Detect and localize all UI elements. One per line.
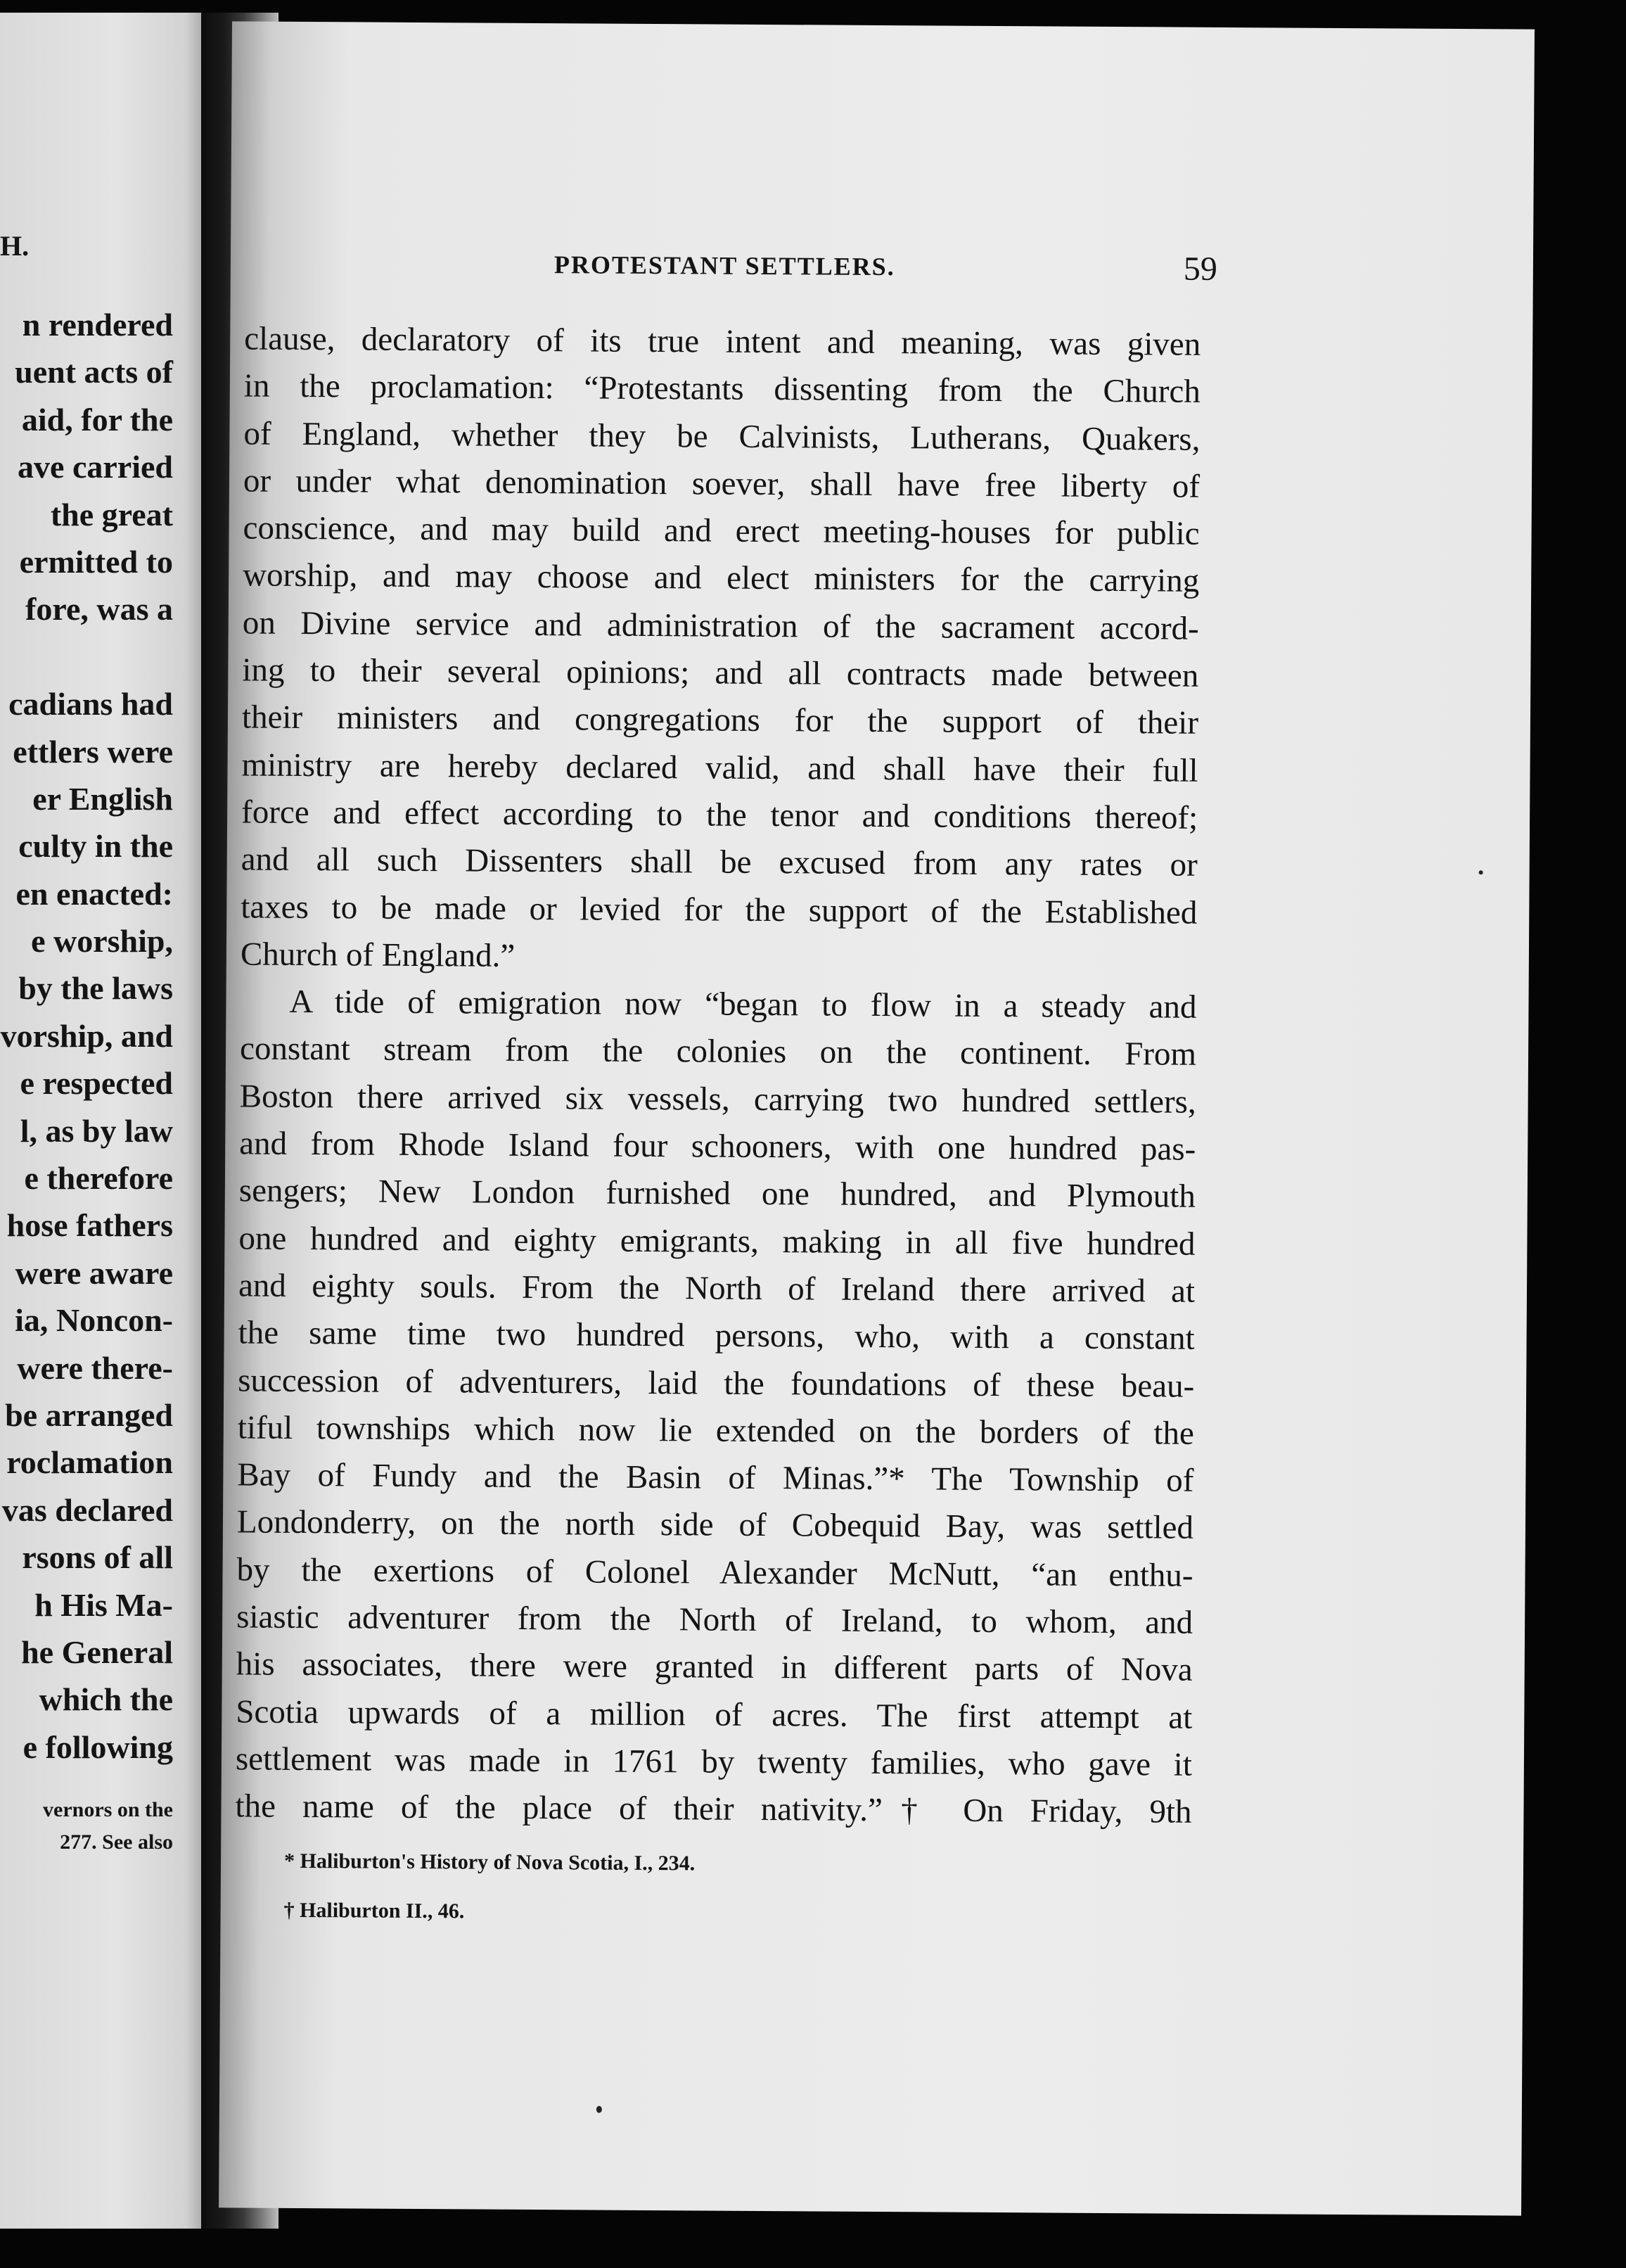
ink-speck bbox=[596, 2106, 602, 2113]
text-line: settlement was made in 1761 by twenty families, who gave it bbox=[235, 1740, 1193, 1783]
text-line: one hundred and eighty emigrants, making in all five hundred bbox=[238, 1220, 1196, 1263]
footnote-haliburton-history: * Haliburton's History of Nova Scotia, I., 234. bbox=[283, 1849, 696, 1875]
text-line: Bay of Fundy and the Basin of Minas.”* The Township of bbox=[237, 1456, 1194, 1499]
text-line: and eighty souls. From the North of Ireland there arrived at bbox=[238, 1267, 1196, 1310]
text-line: by the laws bbox=[18, 970, 173, 1007]
text-line: by the exertions of Colonel Alexander McNutt, “an enthu- bbox=[236, 1551, 1193, 1594]
text-line: fore, was a bbox=[25, 591, 173, 627]
paragraph-first-line: A tide of emigration now “began to flow in a steady and bbox=[289, 983, 1197, 1026]
text-line: ministry are hereby declared valid, and shall have their full bbox=[241, 746, 1198, 789]
text-line: succession of adventurers, laid the foundations of these beau- bbox=[238, 1361, 1195, 1405]
page-body-text bbox=[235, 315, 1201, 1836]
previous-page-footnotes bbox=[43, 1794, 173, 1859]
text-line: on Divine service and administration of the sacrament accord- bbox=[242, 604, 1199, 647]
text-line: l, as by law bbox=[20, 1112, 173, 1149]
text-line: of England, whether they be Calvinists, Lutherans, Quakers, bbox=[243, 415, 1201, 458]
text-line: siastic adventurer from the North of Ireland, to whom, and bbox=[236, 1598, 1193, 1641]
text-line: or under what denomination soever, shall have free liberty of bbox=[243, 462, 1201, 505]
previous-page-text bbox=[0, 301, 173, 1771]
running-head: PROTESTANT SETTLERS. bbox=[553, 250, 895, 281]
text-line: constant stream from the colonies on the continent. From bbox=[239, 1030, 1197, 1074]
text-line: vas declared bbox=[1, 1491, 173, 1528]
text-line: n rendered bbox=[22, 307, 173, 343]
text-line: e therefore bbox=[24, 1160, 173, 1197]
text-line: uent acts of bbox=[15, 354, 173, 390]
text-line: cadians had bbox=[8, 686, 173, 722]
text-line: the same time two hundred persons, who, with a constant bbox=[238, 1314, 1195, 1357]
text-line: conscience, and may build and erect meeting-houses for public bbox=[243, 509, 1200, 552]
text-line: aid, for the bbox=[21, 401, 173, 438]
previous-page bbox=[0, 13, 211, 2229]
text-line: e following bbox=[23, 1728, 173, 1765]
ink-speck bbox=[1479, 870, 1483, 874]
text-line: en enacted: bbox=[15, 875, 173, 912]
text-line: and from Rhode Island four schooners, with one hundred pas- bbox=[239, 1125, 1196, 1168]
text-line: Boston there arrived six vessels, carrying two hundred settlers, bbox=[239, 1078, 1196, 1121]
text-line: culty in the bbox=[18, 828, 173, 865]
text-line: clause, declaratory of its true intent and meaning, was given bbox=[244, 320, 1201, 363]
footnote-haliburton-ii: † Haliburton II., 46. bbox=[283, 1898, 465, 1923]
current-page bbox=[219, 21, 1535, 2215]
text-line: e worship, bbox=[31, 923, 173, 960]
footnote-line: vernors on the bbox=[43, 1798, 173, 1821]
text-line: ia, Noncon- bbox=[15, 1302, 173, 1339]
text-line: e respected bbox=[20, 1065, 173, 1102]
text-line: sengers; New London furnished one hundred, and Plymouth bbox=[238, 1172, 1196, 1216]
footnote-line: 277. See also bbox=[60, 1830, 173, 1854]
page-footnotes bbox=[283, 1837, 695, 1938]
text-line: which the bbox=[39, 1681, 173, 1718]
text-line: were there- bbox=[17, 1349, 173, 1386]
text-line: hose fathers bbox=[6, 1207, 173, 1244]
text-line: worship, and may choose and elect ministers for the carrying bbox=[243, 556, 1200, 600]
text-line: were aware bbox=[15, 1254, 173, 1291]
text-line: he General bbox=[21, 1633, 173, 1670]
text-line: Londonderry, on the north side of Cobequid Bay, was settled bbox=[236, 1503, 1194, 1547]
paragraph-gap bbox=[0, 633, 173, 680]
text-line: taxes to be made or levied for the support of the Established bbox=[241, 888, 1198, 931]
text-line: force and effect according to the tenor and conditions thereof; bbox=[241, 794, 1198, 836]
text-line: tiful townships which now lie extended on the borders of the bbox=[237, 1409, 1194, 1452]
text-line: their ministers and congregations for the support of their bbox=[241, 699, 1199, 742]
previous-page-running-head: H. bbox=[0, 230, 30, 262]
page-number: 59 bbox=[1183, 250, 1218, 288]
text-line: and all such Dissenters shall be excused from any rates or bbox=[241, 841, 1198, 884]
text-line: vorship, and bbox=[0, 1017, 173, 1054]
text-line: h His Ma- bbox=[34, 1586, 173, 1623]
text-line: his associates, there were granted in different parts of Nova bbox=[236, 1645, 1193, 1689]
text-line: be arranged bbox=[5, 1396, 173, 1433]
text-line: rsons of all bbox=[22, 1539, 173, 1576]
text-line: ave carried bbox=[18, 449, 173, 485]
text-line: ettlers were bbox=[13, 733, 173, 770]
text-line: ermitted to bbox=[19, 543, 173, 580]
text-line: Church of England.” bbox=[240, 936, 516, 974]
text-line: the great bbox=[50, 496, 173, 533]
text-line: the name of the place of their nativity.”† On Friday, 9th bbox=[235, 1788, 1192, 1830]
text-line: ing to their several opinions; and all contracts made between bbox=[242, 651, 1199, 694]
text-line: er English bbox=[32, 780, 173, 817]
text-line: Scotia upwards of a million of acres. The first attempt at bbox=[236, 1693, 1193, 1736]
text-line: in the proclamation: “Protestants dissenting from the Church bbox=[243, 367, 1201, 411]
text-line: roclamation bbox=[6, 1444, 173, 1481]
